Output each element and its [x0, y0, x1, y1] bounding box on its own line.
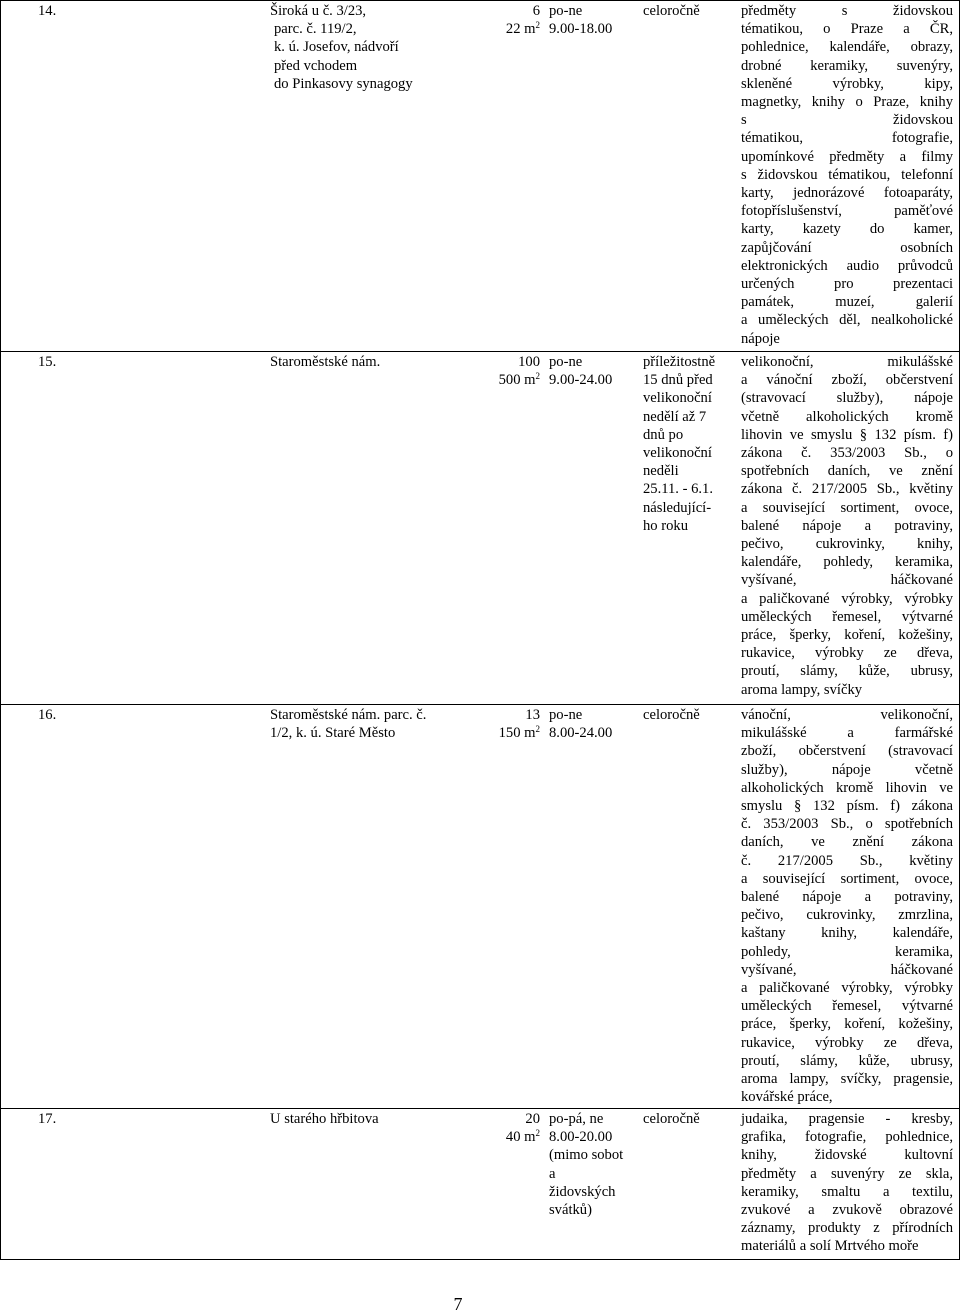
- text-line: kalendáře, pohledy, keramika,: [741, 554, 953, 571]
- text-line: po-ne: [549, 707, 583, 723]
- text-line: a: [549, 1165, 556, 1182]
- text-line: a paličkované výrobky, výrobky: [741, 980, 953, 997]
- text-line: 1/2, k. ú. Staré Město: [270, 725, 396, 742]
- text-line: 9.00-18.00: [549, 21, 613, 38]
- text-line: práce, šperky, koření, kožešiny,: [741, 627, 953, 644]
- stand-count: 6 22 $m^2$: [460, 2, 540, 38]
- text-line: následující-: [643, 499, 712, 516]
- text-line: knihy, židovské kultovní: [741, 1147, 953, 1164]
- text-line: předměty s židovskou: [741, 3, 953, 19]
- text-line: svátků): [549, 1202, 592, 1219]
- text-line: celoročně: [643, 707, 700, 723]
- column-divider: [0, 0, 1, 1260]
- text-line: drobné keramiky, suvenýry,: [741, 57, 953, 74]
- text-line: velikonoční, mikulášské: [741, 354, 953, 370]
- text-line: 15 dnů před: [643, 372, 713, 389]
- text-line: vánoční, velikonoční,: [741, 707, 953, 723]
- text-line: fotopříslušenství, paměťové: [741, 203, 953, 220]
- text-line: příležitostně: [643, 354, 716, 370]
- text-line: tématikou, fotografie,: [741, 130, 953, 147]
- area: 150 $m^2$: [498, 724, 540, 742]
- text-line: 25.11. - 6.1.: [643, 481, 713, 498]
- text-line: balené nápoje a potraviny,: [741, 889, 953, 906]
- text-line: zboží, občerstvení (stravovací: [741, 743, 953, 760]
- text-line: záznamy, produkty z přírodních: [741, 1220, 953, 1237]
- area: 40 $m^2$: [505, 1128, 540, 1146]
- text-line: keramiky, smaltu a textilu,: [741, 1183, 953, 1200]
- text-line: a související sortiment, ovoce,: [741, 870, 953, 887]
- text-line: do Pinkasovy synagogy: [274, 75, 413, 92]
- text-line: uměleckých řemesel, výtvarné: [741, 608, 953, 625]
- text-line: karty, jednorázové fotoaparáty,: [741, 185, 953, 202]
- text-line: před vchodem: [274, 57, 358, 74]
- text-line: nápoje: [741, 330, 780, 347]
- text-line: parc. č. 119/2,: [274, 21, 357, 38]
- stand-count: 20 40 $m^2$: [460, 1110, 540, 1146]
- text-line: a vánoční zboží, občerstvení: [741, 372, 953, 389]
- goods-description: [741, 353, 953, 699]
- sale-period: [643, 706, 731, 724]
- goods-description: [741, 1110, 953, 1256]
- text-line: kovářské práce,: [741, 1089, 833, 1106]
- text-line: spotřebních daních, ve znění: [741, 463, 953, 480]
- row-number: 15.: [38, 354, 57, 370]
- text-line: smyslu § 132 písm. f) zákona: [741, 798, 953, 815]
- goods-description: [741, 2, 953, 348]
- text-line: karty, kazety do kamer,: [741, 221, 953, 238]
- text-line: nedělí až 7: [643, 408, 707, 425]
- sale-period: [643, 1110, 731, 1128]
- text-line: velikonoční: [643, 445, 712, 462]
- text-line: a související sortiment, ovoce,: [741, 499, 953, 516]
- text-line: elektronických audio průvodců: [741, 257, 953, 274]
- text-line: uměleckých řemesel, výtvarné: [741, 998, 953, 1015]
- text-line: lihovin ve smyslu § 132 písm. f): [741, 426, 953, 443]
- text-line: určených pro prezentaci: [741, 276, 953, 293]
- text-line: č. 353/2003 Sb., o spotřebních: [741, 816, 953, 833]
- text-line: celoročně: [643, 1111, 700, 1127]
- text-line: proutí, slámy, kůže, ubrusy,: [741, 663, 953, 680]
- text-line: vyšívané, háčkované: [741, 572, 953, 589]
- text-line: materiálů a solí Mrtvého moře: [741, 1238, 919, 1255]
- text-line: grafika, fotografie, pohlednice,: [741, 1129, 953, 1146]
- text-line: mikulášské a farmářské: [741, 725, 953, 742]
- text-line: daních, ve znění zákona: [741, 834, 953, 851]
- goods-description: [741, 706, 953, 1106]
- row-divider: [0, 0, 960, 1]
- text-line: předměty a suvenýry ze skla,: [741, 1165, 953, 1182]
- text-line: židovských: [549, 1183, 616, 1200]
- text-line: Staroměstské nám.: [270, 354, 381, 370]
- text-line: rukavice, výrobky ze dřeva,: [741, 645, 953, 662]
- sale-period: [643, 2, 731, 20]
- row-divider: [0, 704, 960, 705]
- area: 22 $m^2$: [505, 20, 540, 38]
- text-line: 8.00-24.00: [549, 725, 613, 742]
- text-line: včetně alkoholických kromě: [741, 408, 953, 425]
- text-line: s židovskou: [741, 112, 953, 129]
- text-line: 9.00-24.00: [549, 372, 613, 389]
- text-line: k. ú. Josefov, nádvoří: [274, 39, 399, 56]
- text-line: pohledy, keramika,: [741, 943, 953, 960]
- row-number: 17.: [38, 1111, 57, 1127]
- page-number: 7: [453, 1294, 463, 1314]
- row-divider: [0, 1108, 960, 1109]
- text-line: památek, muzeí, galerií: [741, 294, 953, 311]
- text-line: služby), nápoje včetně: [741, 761, 953, 778]
- text-line: proutí, slámy, kůže, ubrusy,: [741, 1052, 953, 1069]
- text-line: pečivo, cukrovinky, knihy,: [741, 536, 953, 553]
- text-line: vyšívané, háčkované: [741, 961, 953, 978]
- location: [270, 2, 455, 93]
- text-line: zapůjčování osobních: [741, 239, 953, 256]
- text-line: skleněné výrobky, kipy,: [741, 75, 953, 92]
- opening-hours: [549, 353, 639, 389]
- text-line: U starého hřbitova: [270, 1111, 379, 1127]
- text-line: aroma lampy, svíčky: [741, 681, 863, 698]
- row-number: 16.: [38, 707, 57, 723]
- stand-count: 13 150 $m^2$: [460, 706, 540, 742]
- text-line: neděli: [643, 463, 679, 480]
- text-line: po-pá, ne: [549, 1111, 604, 1127]
- text-line: aroma lampy, svíčky, pragensie,: [741, 1071, 953, 1088]
- text-line: judaika, pragensie - kresby,: [741, 1111, 953, 1127]
- text-line: a uměleckých děl, nealkoholické: [741, 312, 953, 329]
- area: 500 $m^2$: [498, 371, 540, 389]
- location: [270, 353, 455, 371]
- text-line: velikonoční: [643, 390, 712, 407]
- text-line: (stravovací služby), nápoje: [741, 390, 953, 407]
- location: [270, 706, 455, 742]
- location: [270, 1110, 455, 1128]
- text-line: a paličkované výrobky, výrobky: [741, 590, 953, 607]
- text-line: Staroměstské nám. parc. č.: [270, 707, 427, 723]
- opening-hours: [549, 706, 639, 742]
- text-line: zákona č. 217/2005 Sb., květiny: [741, 481, 953, 498]
- opening-hours: [549, 1110, 639, 1219]
- sale-period: [643, 353, 731, 535]
- text-line: zákona č. 353/2003 Sb., o: [741, 445, 953, 462]
- text-line: alkoholických kromě lihovin ve: [741, 779, 953, 796]
- text-line: dnů po: [643, 426, 684, 443]
- text-line: celoročně: [643, 3, 700, 19]
- opening-hours: [549, 2, 639, 38]
- text-line: (mimo sobot: [549, 1147, 624, 1164]
- text-line: kaštany knihy, kalendáře,: [741, 925, 953, 942]
- row-number: 14.: [38, 3, 57, 19]
- row-divider: [0, 351, 960, 352]
- text-line: magnetky, knihy o Praze, knihy: [741, 94, 953, 111]
- text-line: č. 217/2005 Sb., květiny: [741, 852, 953, 869]
- text-line: tématikou, o Praze a ČR,: [741, 21, 953, 38]
- text-line: Široká u č. 3/23,: [270, 3, 367, 19]
- text-line: pečivo, cukrovinky, zmrzlina,: [741, 907, 953, 924]
- text-line: práce, šperky, koření, kožešiny,: [741, 1016, 953, 1033]
- text-line: balené nápoje a potraviny,: [741, 517, 953, 534]
- text-line: s židovskou tématikou, telefonní: [741, 166, 953, 183]
- text-line: ho roku: [643, 517, 688, 534]
- text-line: po-ne: [549, 354, 583, 370]
- text-line: po-ne: [549, 3, 583, 19]
- text-line: rukavice, výrobky ze dřeva,: [741, 1034, 953, 1051]
- text-line: pohlednice, kalendáře, obrazy,: [741, 39, 953, 56]
- row-divider: [0, 1259, 960, 1260]
- text-line: zvukové a zvukově obrazové: [741, 1202, 953, 1219]
- text-line: 8.00-20.00: [549, 1129, 613, 1146]
- text-line: upomínkové předměty a filmy: [741, 148, 953, 165]
- stand-count: 100 500 $m^2$: [460, 353, 540, 389]
